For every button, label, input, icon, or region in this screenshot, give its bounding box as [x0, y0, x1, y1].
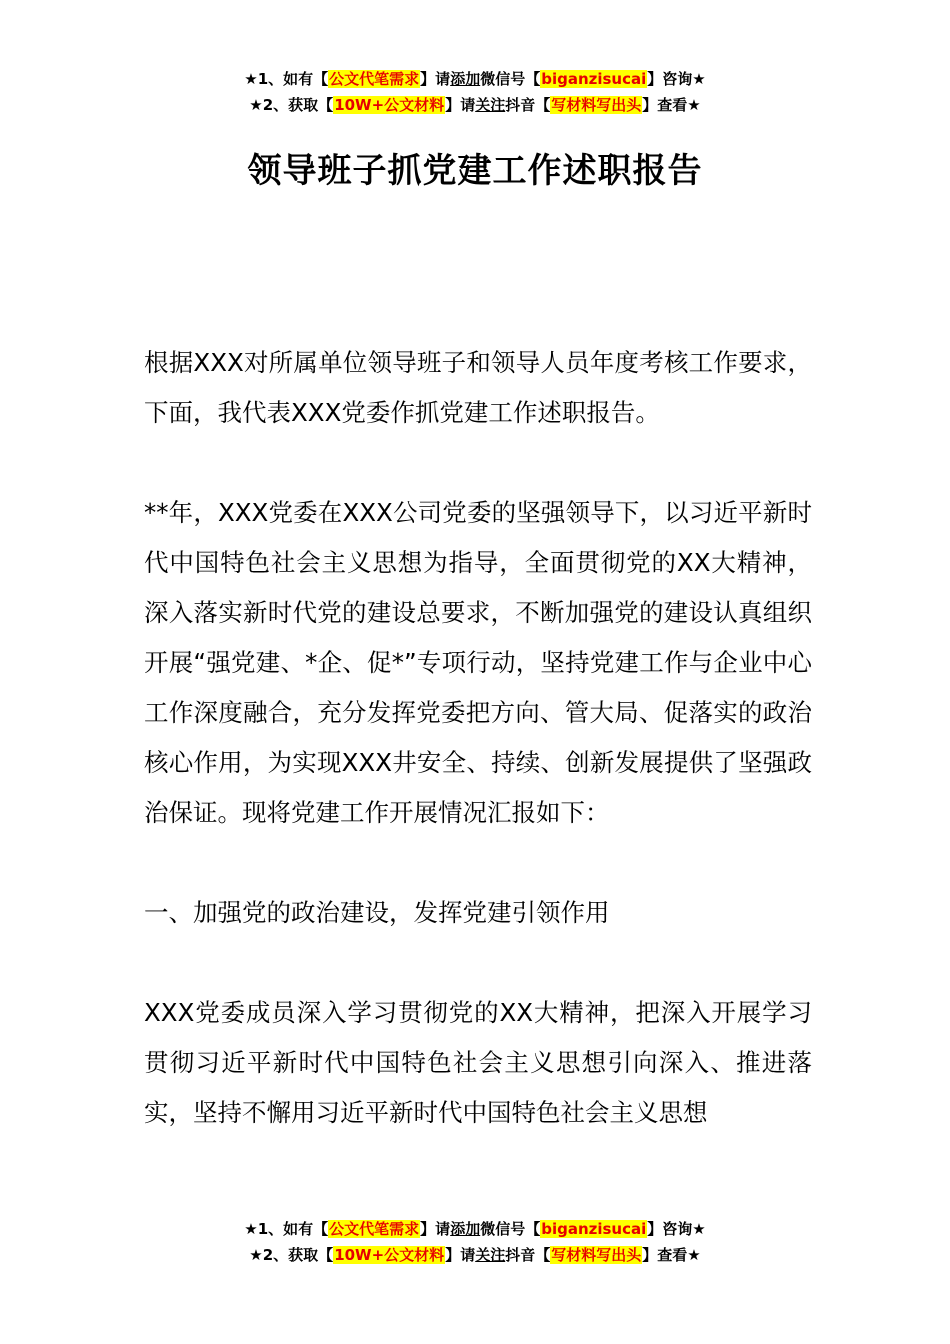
promo-highlight: biganzisucai [541, 1220, 647, 1238]
bottom-promo-banner [0, 1216, 950, 1268]
document-body [144, 338, 812, 1188]
promo-text: ★1、如有【 [244, 70, 329, 88]
promo-text: ★1、如有【 [244, 1220, 329, 1238]
promo-underlined-text: 添加 [450, 70, 481, 88]
promo-line-1 [0, 66, 950, 92]
promo-highlight: 10W+公文材料 [334, 1246, 445, 1264]
promo-text: 微信号【 [480, 70, 541, 88]
promo-underlined-text: 关注 [475, 1246, 506, 1264]
promo-underlined-text: 添加 [450, 1220, 481, 1238]
promo-text: 】查看★ [642, 96, 701, 114]
promo-text: 抖音【 [505, 96, 551, 114]
promo-text: ★2、获取【 [249, 1246, 334, 1264]
promo-text: 抖音【 [505, 1246, 551, 1264]
promo-text: 】请 [445, 1246, 476, 1264]
promo-highlight: 写材料写出头 [551, 96, 642, 114]
paragraph-overview: **年，XXX党委在XXX公司党委的坚强领导下，以习近平新时代中国特色社会主义思想为指导，全面贯彻党的XX大精神，深入落实新时代党的建设总要求，不断加强党的建设认真组织开展“强党建、*企、促*”专项行动，坚持党建工作与企业中心工作深度融合，充分发挥党委把方向、管大局、促落实的政治核心作用，为实现XXX井安全、持续、创新发展提供了坚强政治保证。现将党建工作开展情况汇报如下： [144, 498, 812, 827]
promo-text: 】请 [420, 70, 451, 88]
promo-text: 】咨询★ [647, 70, 706, 88]
promo-underlined-text: 关注 [475, 96, 506, 114]
promo-highlight: 10W+公文材料 [334, 96, 445, 114]
section-heading: 一、加强党的政治建设，发挥党建引领作用 [144, 898, 610, 927]
promo-highlight: biganzisucai [541, 70, 647, 88]
paragraph-section-1: XXX党委成员深入学习贯彻党的XX大精神，把深入开展学习贯彻习近平新时代中国特色社会主义思想引向深入、推进落实，坚持不懈用习近平新时代中国特色社会主义思想 [144, 998, 812, 1127]
promo-text: 】咨询★ [647, 1220, 706, 1238]
document-title: 领导班子抓党建工作述职报告 [247, 151, 703, 191]
promo-text: 】请 [420, 1220, 451, 1238]
promo-highlight: 公文代笔需求 [329, 1220, 420, 1238]
promo-text: ★2、获取【 [249, 96, 334, 114]
paragraph-intro: 根据XXX对所属单位领导班子和领导人员年度考核工作要求，下面，我代表XXX党委作抓党建工作述职报告。 [144, 348, 812, 427]
promo-text: 微信号【 [480, 1220, 541, 1238]
promo-line-2 [0, 1242, 950, 1268]
promo-highlight: 公文代笔需求 [329, 70, 420, 88]
promo-line-2 [0, 92, 950, 118]
top-promo-banner [0, 66, 950, 118]
promo-text: 】请 [445, 96, 476, 114]
promo-line-1 [0, 1216, 950, 1242]
promo-text: 】查看★ [642, 1246, 701, 1264]
promo-highlight: 写材料写出头 [551, 1246, 642, 1264]
